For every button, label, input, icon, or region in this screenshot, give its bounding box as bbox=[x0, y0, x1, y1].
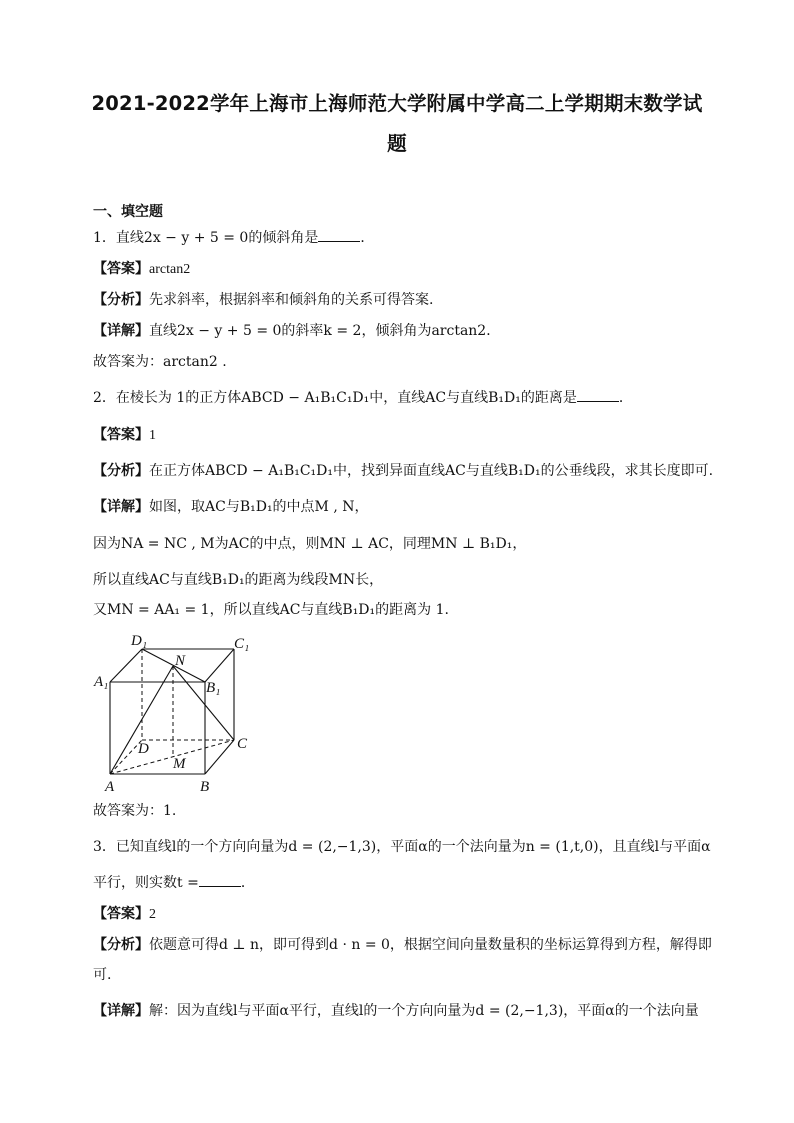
q3-detail: 解：因为直线l与平面α平行，直线l的一个方向向量为d = (2,−1,3)，平面α的一个法向量 bbox=[149, 1003, 699, 1019]
q3-analysis-1: 依题意可得d ⊥ n，即可得到d · n = 0，根据空间向量数量积的坐标运算得到方程，解得即 bbox=[149, 937, 712, 953]
edge-c1b1 bbox=[205, 649, 234, 682]
q2-detail-1: 如图，取AC与B₁D₁的中点M , N， bbox=[149, 499, 369, 515]
q1-question-text: 1．直线2x − y + 5 = 0的倾斜角是 bbox=[93, 230, 319, 246]
q2-question: 2．在棱长为 1的正方体ABCD − A₁B₁C₁D₁中，直线AC与直线B₁D₁的距离是 ． bbox=[93, 390, 633, 406]
label-b: B bbox=[200, 779, 210, 795]
analysis-tag: 【分析】 bbox=[93, 937, 149, 953]
q1-detail-row bbox=[93, 321, 500, 341]
q1-detail: 直线2x − y + 5 = 0的斜率k = 2，倾斜角为arctan2． bbox=[149, 323, 501, 339]
q3-answer-row bbox=[93, 904, 156, 925]
edge-a1d1 bbox=[110, 649, 142, 682]
answer-tag: 【答案】 bbox=[93, 427, 149, 443]
label-m: M bbox=[173, 756, 186, 772]
q3-answer-blank bbox=[199, 873, 241, 887]
document-title-line-2: 题 bbox=[387, 132, 407, 155]
q2-detail-3: 所以直线AC与直线B₁D₁的距离为线段MN长， bbox=[93, 572, 384, 588]
q3-question-2: 平行，则实数t = ． bbox=[93, 875, 255, 891]
label-n: N bbox=[175, 653, 186, 669]
q1-analysis: 先求斜率，根据斜率和倾斜角的关系可得答案. bbox=[149, 292, 434, 308]
q2-detail-4: 又MN = AA₁ = 1，所以直线AC与直线B₁D₁的距离为 1. bbox=[93, 602, 449, 618]
q2-conclusion: 故答案为：1. bbox=[93, 803, 177, 819]
diagonal-b1d1 bbox=[142, 649, 205, 682]
label-a: A bbox=[105, 779, 115, 795]
q3-detail-row bbox=[93, 1001, 699, 1021]
q3-analysis-row-1 bbox=[93, 935, 712, 955]
q3-answer: 2 bbox=[149, 907, 156, 922]
detail-tag: 【详解】 bbox=[93, 1003, 149, 1019]
q2-analysis: 在正方体ABCD − A₁B₁C₁D₁中，找到异面直线AC与直线B₁D₁的公垂线段，求其长度即可. bbox=[149, 463, 714, 479]
cube-figure bbox=[93, 628, 263, 798]
q2-answer-row bbox=[93, 425, 156, 446]
edge-bc bbox=[205, 740, 234, 774]
q1-answer: arctan2 bbox=[149, 262, 191, 277]
q3-question-2-text: 平行，则实数t = bbox=[93, 875, 199, 891]
detail-tag: 【详解】 bbox=[93, 499, 149, 515]
answer-tag: 【答案】 bbox=[93, 261, 149, 277]
q1-answer-row bbox=[93, 259, 190, 280]
q1-analysis-row bbox=[93, 290, 433, 310]
q1-question: 1．直线2x − y + 5 = 0的倾斜角是 ． bbox=[93, 230, 375, 246]
document-title-line-1: 2021-2022学年上海市上海师范大学附属中学高二上学期期末数学试 bbox=[91, 92, 703, 115]
q1-conclusion: 故答案为：arctan2 . bbox=[93, 354, 227, 370]
segment-cn bbox=[173, 666, 234, 740]
q3-analysis-2: 可. bbox=[93, 967, 112, 983]
analysis-tag: 【分析】 bbox=[93, 292, 149, 308]
label-d1: D₁ bbox=[131, 633, 148, 649]
detail-tag: 【详解】 bbox=[93, 323, 149, 339]
label-a1: A₁ bbox=[94, 674, 109, 690]
q2-question-text: 2．在棱长为 1的正方体ABCD − A₁B₁C₁D₁中，直线AC与直线B₁D₁的距离是 bbox=[93, 390, 577, 406]
label-c1: C₁ bbox=[234, 636, 250, 652]
q2-detail-2: 因为NA = NC , M为AC的中点，则MN ⊥ AC，同理MN ⊥ B₁D₁， bbox=[93, 536, 527, 552]
label-b1: B₁ bbox=[206, 680, 221, 696]
q2-answer-blank bbox=[577, 388, 619, 402]
label-c: C bbox=[237, 736, 248, 752]
diagonal-ac bbox=[110, 740, 234, 774]
analysis-tag: 【分析】 bbox=[93, 463, 149, 479]
label-d: D bbox=[138, 741, 149, 757]
section-heading: 一、填空题 bbox=[93, 204, 163, 220]
q2-answer: 1 bbox=[149, 428, 156, 443]
q3-question-1: 3．已知直线l的一个方向向量为d = (2,−1,3)，平面α的一个法向量为n = (1,t,0)，且直线l与平面α bbox=[93, 839, 711, 855]
q2-analysis-row bbox=[93, 461, 713, 481]
answer-tag: 【答案】 bbox=[93, 906, 149, 922]
q1-answer-blank bbox=[318, 228, 360, 242]
q2-detail-row-1 bbox=[93, 497, 369, 517]
